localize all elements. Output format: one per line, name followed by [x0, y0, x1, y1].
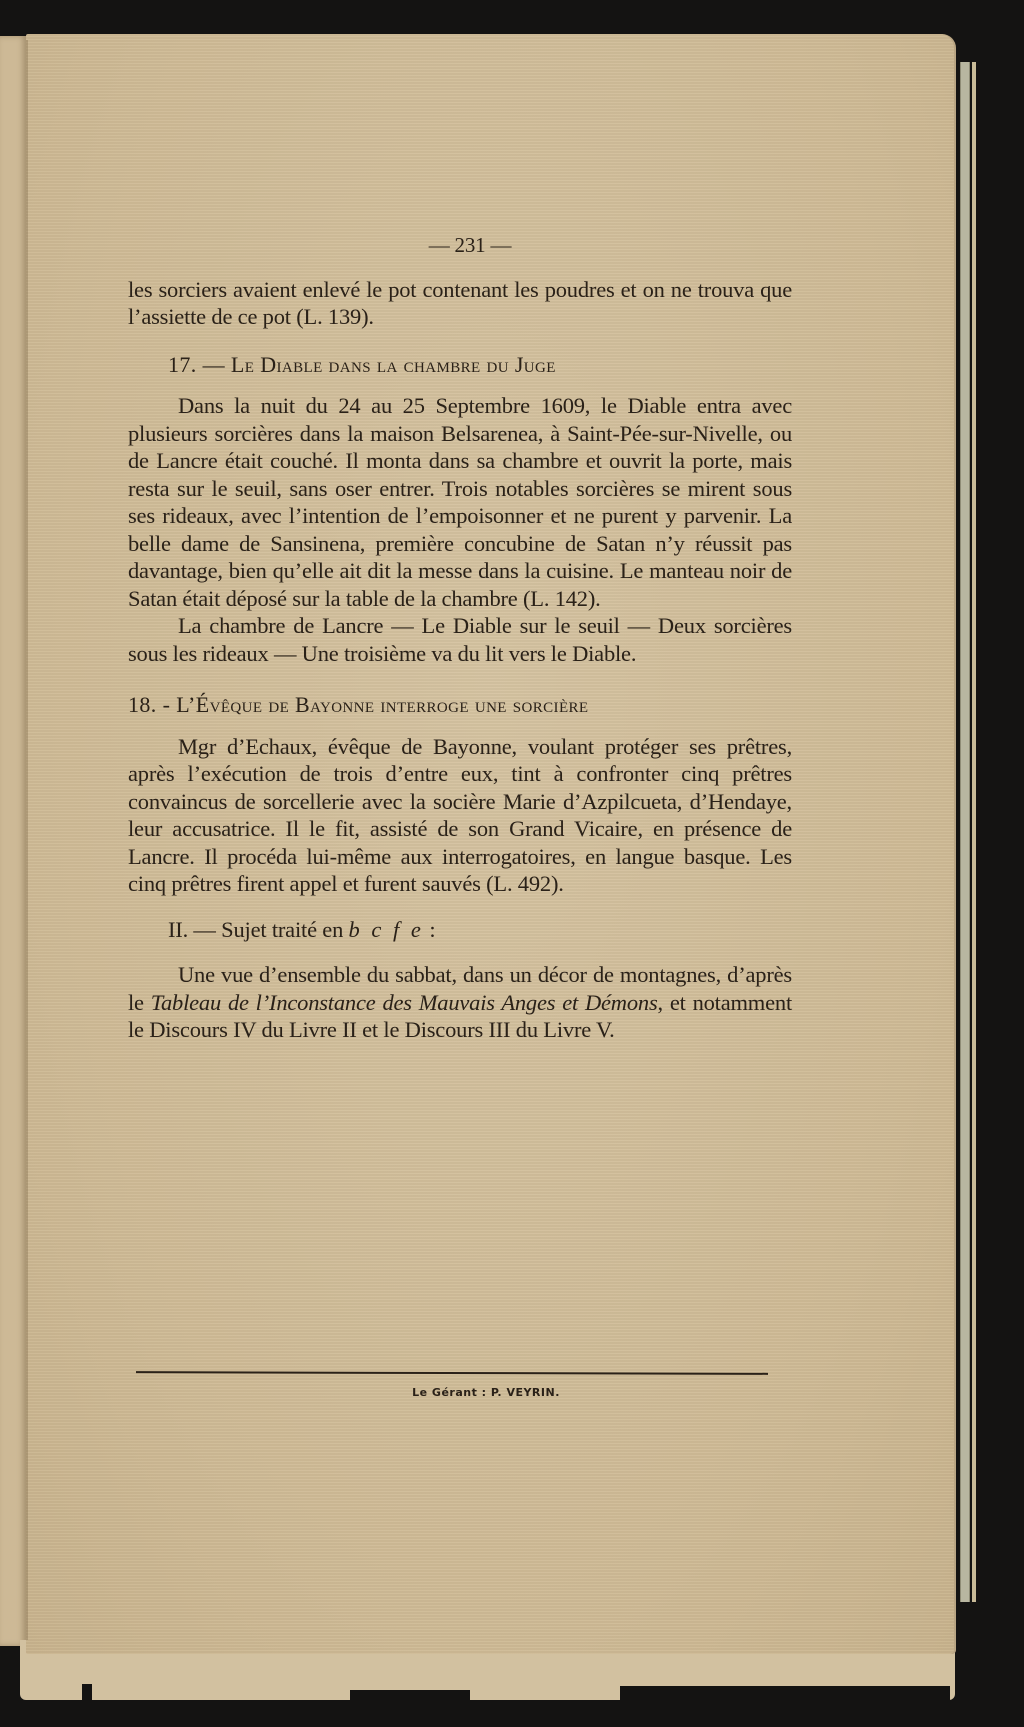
section-18-paragraph: Mgr d’Echaux, évêque de Bayonne, voulant protéger ses prêtres, après l’exécution de trois d’entre eux, tint à confronter cinq prêtres convaincus de sorcellerie avec la socière Marie d’Azpilcueta, d’Hendaye, leur accusatrice. Il le fit, assisté de son Grand Vicaire, en présence de Lancre. Il procéda lui-même aux interrogatoires, en langue basque. Les cinq prêtres firent appel et furent sauvés (L. 492).: [128, 733, 792, 896]
section-17-heading: 17. — Le Diable dans la chambre du Juge: [168, 351, 556, 377]
previous-page-edge: [0, 36, 28, 1646]
page-number: — 231 —: [428, 233, 512, 257]
spine-gutter: [26, 40, 28, 1640]
opening-paragraph: les sorciers avaient enlevé le pot contenant les poudres et on ne trouva que l’assiette de ce pot (L. 139).: [128, 276, 792, 329]
page-content: [128, 232, 792, 1044]
section-II-label: II. — Sujet traité en: [168, 916, 349, 942]
footer-gerant: Le Gérant : P. VEYRIN.: [412, 1386, 560, 1399]
book-title: Tableau de l’Inconstance des Mauvais Anges et Démons: [150, 989, 658, 1015]
page-edge-strip: [972, 62, 976, 1602]
section-17-caption: La chambre de Lancre — Le Diable sur le seuil — Deux sorcières sous les rideaux — Une troisième va du lit vers le Diable.: [128, 613, 792, 666]
page-edge-strip: [960, 62, 970, 1602]
section-II-paragraph: [128, 961, 792, 1044]
section-II-letters: b c f e: [348, 916, 424, 942]
torn-edge: [350, 1690, 470, 1712]
section-17-paragraph: Dans la nuit du 24 au 25 Septembre 1609, le Diable entra avec plusieurs sorcières dans la maison Belsarenea, à Saint-Pée-sur-Nivelle, ou de Lancre était couché. Il monta dans sa chambre et ouvrit la porte, mais resta sur le seuil, sans oser entrer. Trois notables sorcières se mirent sous ses rideaux, avec l’intention de l’empoisonner et ne purent y parvenir. La belle dame de Sansinena, première concubine de Satan n’y réussit pas davantage, bien qu’elle ait dit la messe dans la cuisine. Le manteau noir de Satan était déposé sur la table de la chambre (L. 142).: [128, 393, 792, 611]
torn-edge: [620, 1686, 950, 1708]
torn-edge: [82, 1684, 92, 1706]
section-II-heading: [128, 916, 792, 944]
section-II-text-start: Une vue d’ensemble du sabbat, dans un décor de montagnes, d’après le: [128, 962, 792, 1015]
section-II-colon: :: [423, 916, 436, 942]
section-18-heading: 18. - L’Évêque de Bayonne interroge une sorcière: [128, 692, 589, 717]
section-II-text-end: , et notamment le Discours IV du Livre II et le Discours III du Livre V.: [128, 989, 793, 1042]
